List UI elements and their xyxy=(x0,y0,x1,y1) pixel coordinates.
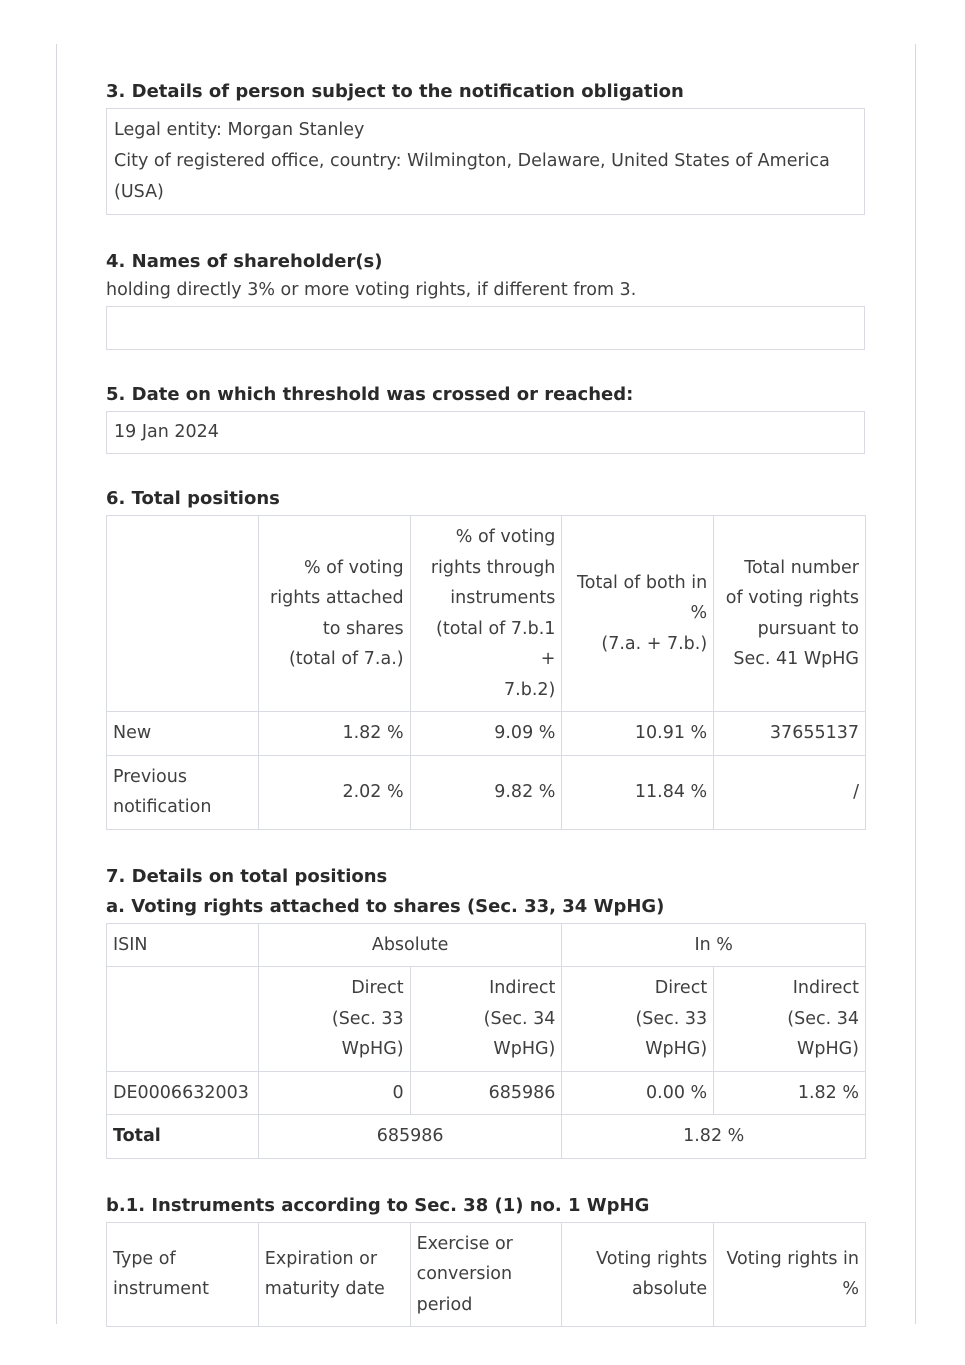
person-details-box xyxy=(106,108,865,215)
cell-value: / xyxy=(714,755,866,829)
total-label: Total xyxy=(107,1115,259,1159)
type-of-instrument-header: Type of instrument xyxy=(107,1222,259,1327)
table-header-row xyxy=(107,923,866,967)
section-7-heading: 7. Details on total positions xyxy=(106,865,388,887)
section-6-heading: 6. Total positions xyxy=(106,488,280,509)
voting-rights-shares-table xyxy=(106,923,866,1159)
row-label: New xyxy=(107,712,259,756)
cell-value: 9.82 % xyxy=(410,755,562,829)
threshold-date-value: 19 Jan 2024 xyxy=(114,422,219,442)
exercise-period-header: Exercise or conversion period xyxy=(410,1222,562,1327)
total-absolute: 685986 xyxy=(258,1115,562,1159)
cell-value: 1.82 % xyxy=(714,1071,866,1115)
city-country-line-1: City of registered office, country: Wilmington, Delaware, United States of America xyxy=(114,151,830,171)
table-row xyxy=(107,1071,866,1115)
in-percent-header: In % xyxy=(562,923,866,967)
total-positions-table xyxy=(106,515,866,830)
header-empty-cell xyxy=(107,516,259,712)
section-7b1-heading: b.1. Instruments according to Sec. 38 (1) no. 1 WpHG xyxy=(106,1194,650,1216)
total-positions-header-row xyxy=(107,516,866,712)
expiration-date-header: Expiration or maturity date xyxy=(258,1222,410,1327)
section-3-heading: 3. Details of person subject to the notification obligation xyxy=(106,81,684,102)
instruments-table xyxy=(106,1222,866,1328)
city-country-line-2: (USA) xyxy=(114,182,164,202)
cell-value: 10.91 % xyxy=(562,712,714,756)
section-5-heading: 5. Date on which threshold was crossed or reached: xyxy=(106,384,634,405)
cell-value: 9.09 % xyxy=(410,712,562,756)
header-total-number: Total number of voting rights pursuant to Sec. 41 WpHG xyxy=(714,516,866,712)
isin-header: ISIN xyxy=(107,923,259,967)
table-subheader-row xyxy=(107,967,866,1072)
cell-value: 37655137 xyxy=(714,712,866,756)
total-percent: 1.82 % xyxy=(562,1115,866,1159)
cell-value: 685986 xyxy=(410,1071,562,1115)
section-7a-heading: a. Voting rights attached to shares (Sec. 33, 34 WpHG) xyxy=(106,895,665,917)
cell-value: 1.82 % xyxy=(258,712,410,756)
cell-value: 0.00 % xyxy=(562,1071,714,1115)
cell-value: 2.02 % xyxy=(258,755,410,829)
document-content xyxy=(106,78,865,1327)
shareholder-names-box xyxy=(106,306,865,350)
indirect-absolute-header: Indirect (Sec. 34 WpHG) xyxy=(410,967,562,1072)
total-row xyxy=(107,1115,866,1159)
indirect-percent-header: Indirect (Sec. 34 WpHG) xyxy=(714,967,866,1072)
threshold-date-box xyxy=(106,411,865,454)
direct-absolute-header: Direct (Sec. 33 WpHG) xyxy=(258,967,410,1072)
row-label: Previous notification xyxy=(107,755,259,829)
section-4-subheading: holding directly 3% or more voting rights, if different from 3. xyxy=(106,280,637,300)
absolute-header: Absolute xyxy=(258,923,562,967)
direct-percent-header: Direct (Sec. 33 WpHG) xyxy=(562,967,714,1072)
section-4-heading: 4. Names of shareholder(s) xyxy=(106,251,383,272)
legal-entity: Legal entity: Morgan Stanley xyxy=(114,120,365,140)
voting-rights-percent-header: Voting rights in % xyxy=(714,1222,866,1327)
header-voting-rights-shares: % of voting rights attached to shares (total of 7.a.) xyxy=(258,516,410,712)
header-voting-rights-instruments: % of voting rights through instruments (total of 7.b.1 + 7.b.2) xyxy=(410,516,562,712)
cell-value: 0 xyxy=(258,1071,410,1115)
header-total-both: Total of both in % (7.a. + 7.b.) xyxy=(562,516,714,712)
voting-rights-absolute-header: Voting rights absolute xyxy=(562,1222,714,1327)
isin-value: DE0006632003 xyxy=(107,1071,259,1115)
table-row xyxy=(107,712,866,756)
table-header-row xyxy=(107,1222,866,1327)
table-row xyxy=(107,755,866,829)
cell-value: 11.84 % xyxy=(562,755,714,829)
subheader-empty-cell xyxy=(107,967,259,1072)
